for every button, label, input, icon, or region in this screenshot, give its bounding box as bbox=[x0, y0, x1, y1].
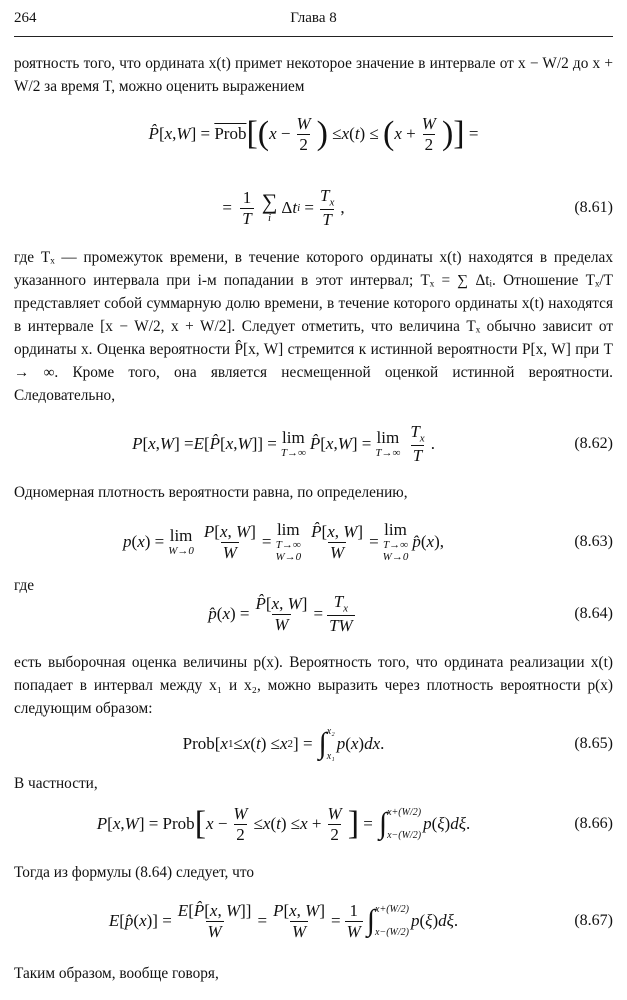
equation-8-62: P [ x , W ] = E [ P̂ [ x , W ]] = lim T→∞ P̂ [ x , W ] = lim T→∞ $T_x$ T . (8.62) bbox=[132, 422, 613, 466]
equation-8-67: E [ p̂ ( x )] = E[P̂[x, W]] W = P[x, W] W = 1 W ∫ x+(W/2) x−(W/2) p ( ξ ) dξ . (8.67) bbox=[108, 900, 613, 941]
equation-8-61: = 1 T ∑ i Δ t i = $T_x$ T , (8.61) bbox=[222, 186, 613, 230]
equation-number: (8.67) bbox=[574, 912, 613, 929]
equation-number: (8.65) bbox=[574, 735, 613, 752]
equation-number: (8.63) bbox=[574, 533, 613, 550]
lim-subscript: T→∞ bbox=[375, 447, 401, 460]
equation-8-65: Prob[ x 1 ≤ x ( t ) ≤ x 2 ] = ∫ x₂ x₁ p ( x ) dx . (8.65) bbox=[182, 726, 613, 762]
lim-subscript: W→0 bbox=[382, 551, 409, 563]
equation-number: (8.61) bbox=[574, 199, 613, 216]
paragraph-6: В частности, bbox=[14, 775, 98, 792]
equation-number: (8.66) bbox=[574, 815, 613, 832]
equation-prob-estimate: P̂ [ x , W ] = Prob [ ( x − W 2 ) ≤ x ( t ) ≤ ( x + W 2 ) ] = bbox=[148, 113, 479, 154]
lim-operator: lim bbox=[376, 428, 400, 448]
header-rule bbox=[14, 36, 613, 37]
prob-operator: Prob bbox=[214, 124, 247, 143]
lim-operator: lim bbox=[384, 520, 407, 540]
lim-operator: lim bbox=[282, 428, 305, 448]
paragraph-2: где Tₓ — промежуток времени, в течение которого ординаты x(t) находятся в пределах указанного интервала при i-м попадании в этот интервал; Tₓ = ∑ Δtᵢ. Отношение Tₓ/T представляет собой суммарную долю времени, в течение которого ординаты x(t) находятся в интервале [x − W/2, x + W/2]. Следует отметить, что величина Tₓ обычно зависит от ординаты x. Оценка вероятности P̂[x, W] стремится к истинной вероятности P[x, W] при T → ∞. Кроме того, она является несмещенной оценкой истинной вероятности. Следовательно, bbox=[14, 249, 613, 404]
equation-8-66: P [ x , W ] = Prob [ x − W 2 ≤ x ( t ) ≤ x + W 2 ] = ∫ x+(W/2) x−(W/2) p ( ξ ) dξ . (8.66) bbox=[96, 803, 613, 844]
page-number: 264 bbox=[14, 10, 37, 26]
paragraph-7: Тогда из формулы (8.64) следует, что bbox=[14, 864, 254, 881]
equation-number: (8.64) bbox=[574, 605, 613, 622]
paragraph-5: есть выборочная оценка величины p(x). Вероятность того, что ордината реализации x(t) попадает в интервал между x₁ и x₂, можно выразить через плотность вероятности p(x) следующим образом: bbox=[14, 654, 613, 717]
equation-number: (8.62) bbox=[574, 435, 613, 452]
running-head: Глава 8 bbox=[290, 10, 337, 26]
equation-8-63: p ( x ) = lim W→0 P[x, W] W = lim T→∞ W→0 P̂[x, W] W = lim T→∞ W→0 p̂ ( x ), (8.63) bbox=[123, 520, 613, 563]
lim-subscript: T→∞ bbox=[383, 539, 408, 552]
lim-subscript: T→∞ bbox=[280, 447, 306, 460]
lim-subscript: W→0 bbox=[168, 545, 194, 558]
lim-operator: lim bbox=[169, 526, 193, 546]
paragraph-8: Таким образом, вообще говоря, bbox=[14, 965, 219, 982]
paragraph-3: Одномерная плотность вероятности равна, по определению, bbox=[14, 484, 408, 501]
paragraph-1: роятность того, что ордината x(t) примет некоторое значение в интервале от x − W/2 до x + W/2 за время T, можно оценить выражением bbox=[14, 55, 613, 95]
paragraph-4: где bbox=[14, 577, 35, 594]
equation-8-64: p̂ ( x ) = P̂[x, W] W = $T_x$ TW (8.64) bbox=[208, 592, 613, 636]
lim-subscript: T→∞ bbox=[275, 539, 301, 552]
lim-operator: lim bbox=[276, 520, 300, 540]
lim-subscript: W→0 bbox=[275, 551, 302, 563]
